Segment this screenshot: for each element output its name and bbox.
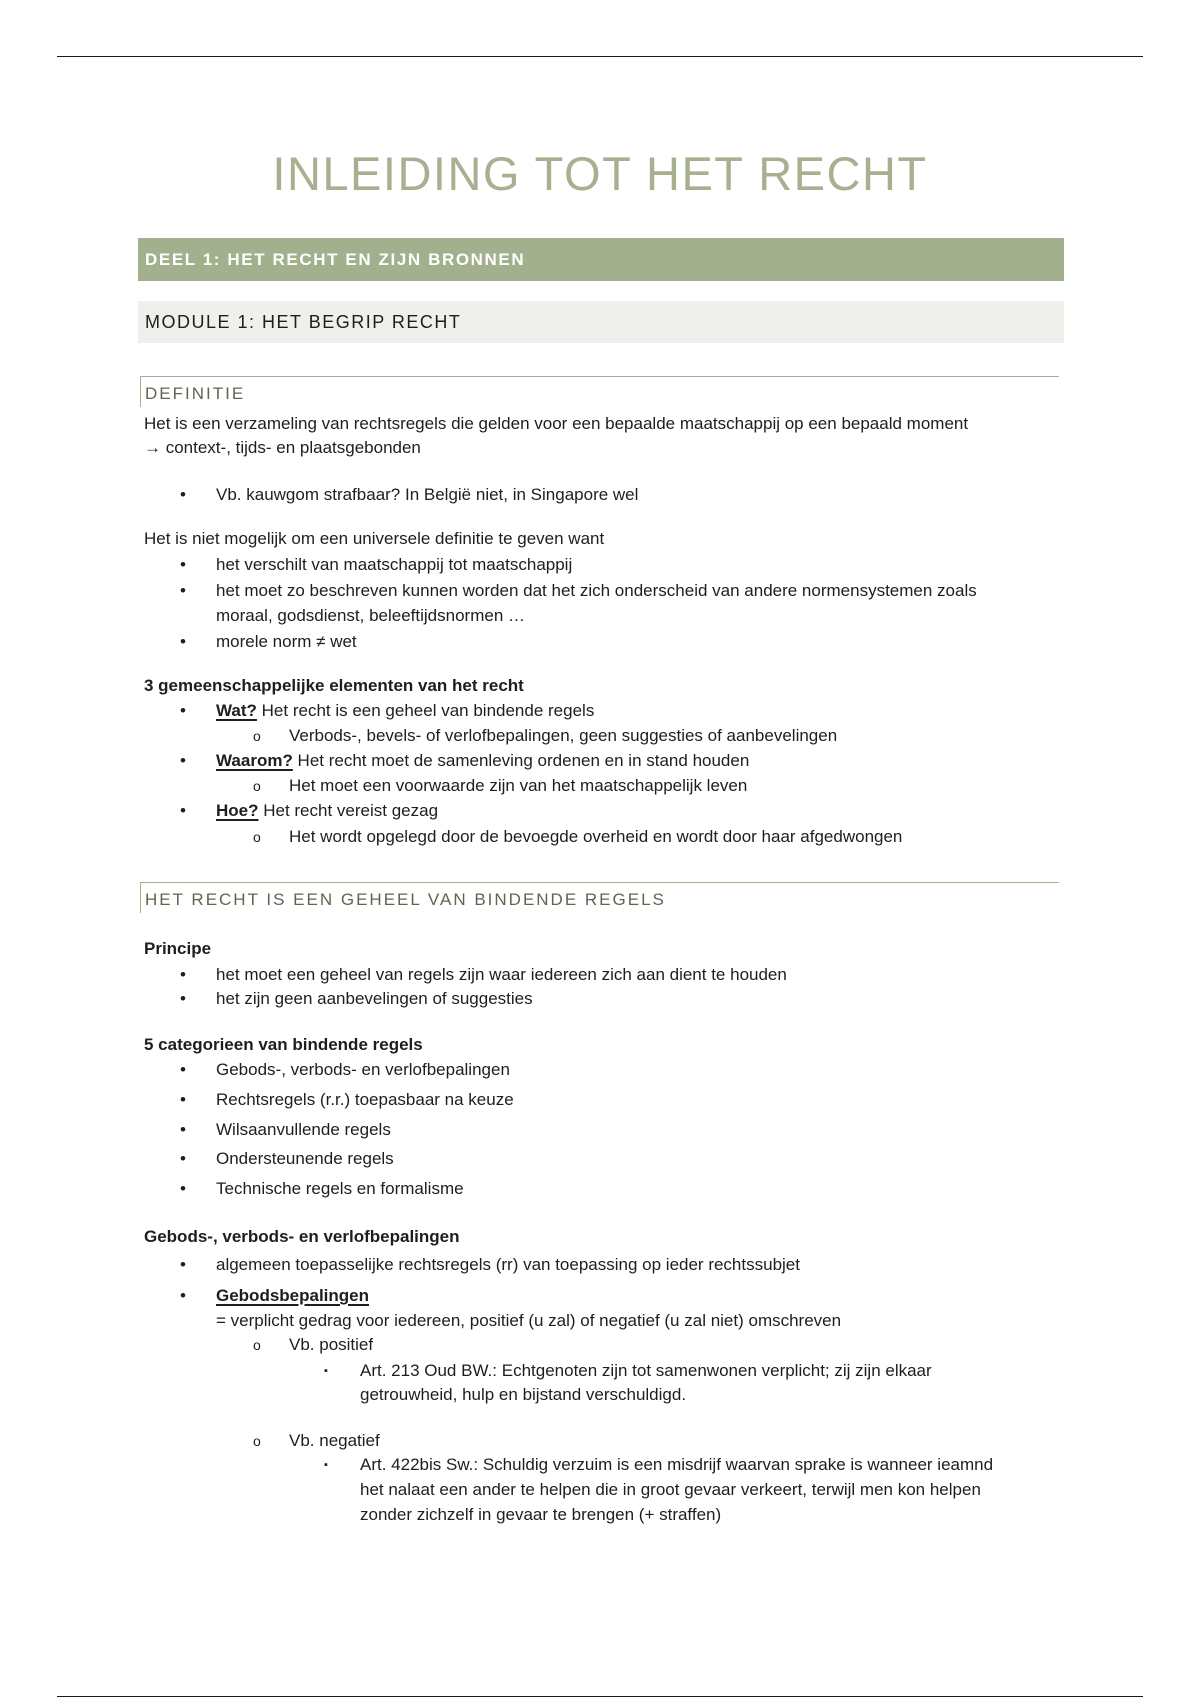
sub-sub-list-item-continuation: getrouwheid, hulp en bijstand verschuldigd.	[360, 1385, 687, 1404]
sub-list-item: Verbods-, bevels- of verlofbepalingen, geen suggesties of aanbevelingen	[289, 726, 838, 745]
sub-sub-list-item-continuation: zonder zichzelf in gevaar te brengen (+ straffen)	[360, 1505, 722, 1524]
sub-sub-list-item-continuation: het nalaat een ander te helpen die in groot gevaar verkeert, terwijl men kon helpen	[360, 1480, 981, 1499]
text-wat: Het recht is een geheel van bindende regels	[256, 701, 595, 720]
list-item: Ondersteunende regels	[216, 1149, 394, 1168]
bullet-icon: •	[180, 751, 186, 770]
bullet-icon: •	[180, 555, 186, 574]
circle-bullet-icon: o	[253, 829, 261, 845]
circle-bullet-icon: o	[253, 1337, 261, 1353]
square-bullet-icon: ▪	[324, 1459, 328, 1471]
subheading-categories: 5 categorieen van bindende regels	[144, 1035, 423, 1054]
bullet-icon: •	[180, 1149, 186, 1168]
list-item: het verschilt van maatschappij tot maatschappij	[216, 555, 573, 574]
subheading-gebods: Gebods-, verbods- en verlofbepalingen	[144, 1227, 460, 1246]
list-item-waarom	[216, 750, 749, 772]
label-waarom: Waarom?	[216, 751, 293, 770]
bullet-icon: •	[180, 1286, 186, 1305]
list-item: Technische regels en formalisme	[216, 1179, 464, 1198]
list-item: het moet een geheel van regels zijn waar iedereen zich aan dient te houden	[216, 965, 787, 984]
list-item-hoe	[216, 800, 438, 822]
paragraph-line: → context-, tijds- en plaatsgebonden	[144, 438, 421, 457]
list-item-continuation: moraal, godsdienst, beleeftijdsnormen …	[216, 606, 525, 625]
label-gebodsbepalingen: Gebodsbepalingen	[216, 1286, 370, 1305]
bullet-icon: •	[180, 485, 186, 504]
part-heading: DEEL 1: HET RECHT EN ZIJN BRONNEN	[138, 238, 1064, 281]
sub-list-item: Vb. negatief	[289, 1431, 380, 1450]
definition-line: = verplicht gedrag voor iedereen, positief (u zal) of negatief (u zal niet) omschreven	[216, 1311, 842, 1330]
bullet-icon: •	[180, 1179, 186, 1198]
text-hoe: Het recht vereist gezag	[258, 801, 439, 820]
list-item: het zijn geen aanbevelingen of suggesties	[216, 989, 533, 1008]
bullet-icon: •	[180, 965, 186, 984]
section-heading-definitie: DEFINITIE	[140, 376, 1059, 407]
text-waarom: Het recht moet de samenleving ordenen en in stand houden	[292, 751, 750, 770]
circle-bullet-icon: o	[253, 778, 261, 794]
label-wat: Wat?	[216, 701, 257, 720]
circle-bullet-icon: o	[253, 728, 261, 744]
subheading-elements: 3 gemeenschappelijke elementen van het recht	[144, 676, 524, 695]
bullet-icon: •	[180, 801, 186, 820]
list-item: algemeen toepasselijke rechtsregels (rr) van toepassing op ieder rechtssubjet	[216, 1255, 800, 1274]
list-item: Gebods-, verbods- en verlofbepalingen	[216, 1060, 510, 1079]
paragraph-line: Het is een verzameling van rechtsregels die gelden voor een bepaalde maatschappij op een bepaald moment	[144, 414, 969, 433]
sub-list-item: Het wordt opgelegd door de bevoegde overheid en wordt door haar afgedwongen	[289, 827, 903, 846]
footer-rule	[57, 1696, 1143, 1697]
section-heading-bindende-regels: HET RECHT IS EEN GEHEEL VAN BINDENDE REGELS	[140, 882, 1059, 913]
circle-bullet-icon: o	[253, 1433, 261, 1449]
bullet-icon: •	[180, 1060, 186, 1079]
bullet-icon: •	[180, 701, 186, 720]
bullet-icon: •	[180, 632, 186, 651]
sub-list-item: Vb. positief	[289, 1335, 374, 1354]
bullet-icon: •	[180, 1255, 186, 1274]
list-item: Vb. kauwgom strafbaar? In België niet, in Singapore wel	[216, 485, 639, 504]
bullet-icon: •	[180, 989, 186, 1008]
sub-list-item: Het moet een voorwaarde zijn van het maatschappelijk leven	[289, 776, 748, 795]
bullet-icon: •	[180, 1120, 186, 1139]
paragraph-line: Het is niet mogelijk om een universele definitie te geven want	[144, 529, 605, 548]
label-hoe: Hoe?	[216, 801, 259, 820]
square-bullet-icon: ▪	[324, 1365, 328, 1377]
header-rule	[57, 56, 1143, 57]
bullet-icon: •	[180, 1090, 186, 1109]
list-item: Wilsaanvullende regels	[216, 1120, 391, 1139]
list-item: Rechtsregels (r.r.) toepasbaar na keuze	[216, 1090, 514, 1109]
list-item-wat	[216, 700, 594, 722]
bullet-icon: •	[180, 581, 186, 600]
sub-sub-list-item: Art. 422bis Sw.: Schuldig verzuim is een misdrijf waarvan sprake is wanneer ieamnd	[360, 1455, 994, 1474]
document-title: INLEIDING TOT HET RECHT	[272, 147, 928, 200]
sub-sub-list-item: Art. 213 Oud BW.: Echtgenoten zijn tot samenwonen verplicht; zij zijn elkaar	[360, 1361, 932, 1380]
module-heading: MODULE 1: HET BEGRIP RECHT	[138, 301, 1064, 343]
subheading-principe: Principe	[144, 939, 212, 958]
list-item: morele norm ≠ wet	[216, 632, 357, 651]
list-item: het moet zo beschreven kunnen worden dat het zich onderscheid van andere normensystemen zoals	[216, 581, 977, 600]
